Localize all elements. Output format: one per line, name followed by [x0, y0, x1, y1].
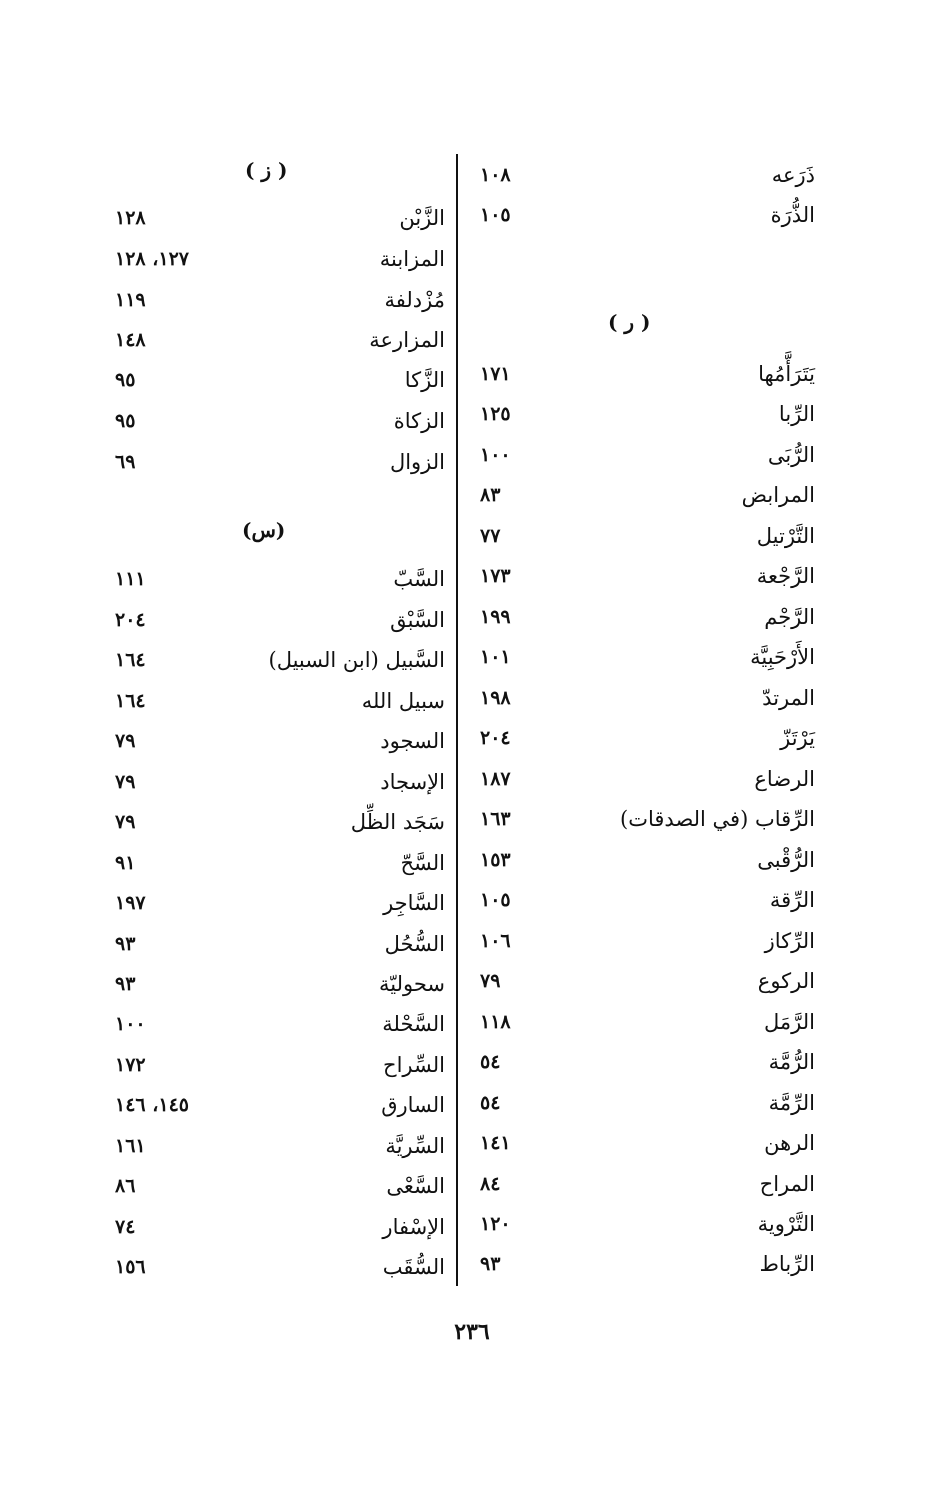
- entry-pages: ٩٣: [115, 973, 136, 995]
- index-entry: [470, 1002, 815, 1042]
- entry-pages: ١١٩: [115, 289, 146, 311]
- entry-term: الرِّكاز: [764, 929, 815, 953]
- entry-term: الزَّكا: [404, 368, 445, 392]
- index-entry: [105, 802, 445, 842]
- entry-pages: ١١١: [115, 568, 146, 590]
- entry-term: السِّريَّة: [385, 1134, 445, 1158]
- entry-pages: ٩٣: [115, 933, 136, 955]
- index-entry: [470, 475, 815, 515]
- entry-pages: ٩٥: [115, 410, 136, 432]
- entry-term: الإسْفار: [382, 1215, 445, 1239]
- entry-pages: ١٩٧: [115, 892, 146, 914]
- index-entry: [105, 401, 445, 441]
- entry-term: السَّبيل (ابن السبيل): [268, 648, 445, 672]
- entry-pages: ١٥٣: [480, 849, 511, 871]
- entry-term: السَّحّ: [400, 851, 445, 875]
- entry-term: المراح: [759, 1172, 815, 1196]
- entry-term: المرابض: [741, 483, 815, 507]
- index-entry: [470, 921, 815, 961]
- entry-term: الإسجاد: [380, 770, 445, 794]
- entry-term: الرِّمَّة: [768, 1091, 815, 1115]
- index-entry: [105, 1247, 445, 1287]
- entry-term: الرُّقْبى: [757, 848, 815, 872]
- index-entry: [105, 681, 445, 721]
- entry-pages: ١٧٣: [480, 565, 511, 587]
- entry-pages: ١٧١: [480, 363, 511, 385]
- entry-pages: ١٢٥: [480, 403, 511, 425]
- entry-term: سبيل الله: [361, 689, 445, 713]
- entry-term: يَرْتَزّ: [780, 726, 815, 750]
- entry-term: سحوليّة: [379, 972, 445, 996]
- entry-pages: ١٦٣: [480, 808, 511, 830]
- entry-pages: ١٠٥: [480, 204, 511, 226]
- index-entry: [470, 435, 815, 475]
- index-entry: [470, 880, 815, 920]
- entry-term: التَّرْوية: [757, 1212, 815, 1236]
- entry-pages: ١٤٨: [115, 329, 146, 351]
- entry-term: الرِّقاب (في الصدقات): [620, 807, 815, 831]
- index-entry: [105, 1166, 445, 1206]
- index-entry: [105, 280, 445, 320]
- index-entry: [470, 1204, 815, 1244]
- index-entry: [470, 637, 815, 677]
- index-entry: [470, 597, 815, 637]
- index-entry: [470, 1164, 815, 1204]
- index-entry: [105, 1126, 445, 1166]
- index-entry: [470, 354, 815, 394]
- section-heading-r: ( ر ): [608, 310, 651, 334]
- entry-term: المزابنة: [379, 247, 445, 271]
- entry-term: ذَرَعه: [771, 163, 815, 187]
- section-heading-s: (س): [242, 518, 286, 542]
- entry-pages: ٨٦: [115, 1175, 136, 1197]
- entry-pages: ١٦١: [115, 1135, 146, 1157]
- entry-term: الرَّمَل: [764, 1010, 815, 1034]
- entry-term: السَّبّ: [393, 567, 445, 591]
- index-entry: [105, 1045, 445, 1085]
- entry-term: السجود: [380, 729, 445, 753]
- entry-pages: ١٠٠: [480, 444, 511, 466]
- index-entry: [470, 759, 815, 799]
- index-entry: [105, 320, 445, 360]
- entry-term: سَجَد الظِّل: [350, 810, 445, 834]
- entry-term: الرُّبَى: [767, 443, 815, 467]
- entry-term: الزوال: [389, 450, 445, 474]
- page-number: ٢٣٦: [454, 1319, 490, 1345]
- index-entry: [105, 1004, 445, 1044]
- index-entry: [470, 1042, 815, 1082]
- entry-term: السَّاجِر: [383, 891, 445, 915]
- entry-pages: ٧٩: [480, 970, 501, 992]
- entry-pages: ٥٤: [480, 1051, 501, 1073]
- index-entry: [105, 360, 445, 400]
- entry-term: السَّبْق: [390, 608, 445, 632]
- entry-pages: ٨٣: [480, 484, 501, 506]
- entry-term: الرِّبا: [778, 402, 815, 426]
- entry-term: الزَّبْن: [399, 206, 445, 230]
- entry-pages: ١٤٥، ١٤٦: [115, 1094, 189, 1116]
- entry-term: الرُّمَّة: [768, 1050, 815, 1074]
- entry-term: السِّراح: [383, 1053, 445, 1077]
- entry-pages: ٢٠٤: [480, 727, 511, 749]
- index-entry: [105, 721, 445, 761]
- index-entry: [470, 961, 815, 1001]
- index-entry: [105, 1085, 445, 1125]
- entry-pages: ١٠٥: [480, 889, 511, 911]
- index-entry: [105, 640, 445, 680]
- index-entry: [470, 155, 815, 195]
- entry-pages: ٢٠٤: [115, 609, 146, 631]
- index-entry: [105, 239, 445, 279]
- entry-term: التَّرْتيل: [756, 524, 815, 548]
- index-entry: [105, 600, 445, 640]
- index-entry: [105, 198, 445, 238]
- index-entry: [105, 883, 445, 923]
- entry-term: مُزْدلفة: [384, 288, 445, 312]
- index-entry: [470, 1244, 815, 1284]
- entry-pages: ٦٩: [115, 451, 136, 473]
- entry-term: الأَرْحَبِيَّة: [750, 645, 815, 669]
- section-heading-z: ( ز ): [245, 158, 288, 182]
- entry-pages: ١٩٩: [480, 606, 511, 628]
- entry-term: الركوع: [757, 969, 815, 993]
- entry-pages: ١٩٨: [480, 687, 511, 709]
- index-entry: [470, 799, 815, 839]
- entry-pages: ١٨٧: [480, 768, 511, 790]
- index-entry: [470, 394, 815, 434]
- column-divider: [456, 154, 458, 1286]
- index-entry: [470, 1083, 815, 1123]
- entry-pages: ١٠٨: [480, 164, 511, 186]
- entry-term: السارق: [381, 1093, 445, 1117]
- index-entry: [105, 442, 445, 482]
- entry-pages: ٧٧: [480, 525, 501, 547]
- entry-pages: ٧٩: [115, 730, 136, 752]
- entry-pages: ١٠٦: [480, 930, 511, 952]
- entry-pages: ٨٤: [480, 1173, 501, 1195]
- entry-pages: ١٧٢: [115, 1054, 146, 1076]
- entry-term: المزارعة: [369, 328, 445, 352]
- entry-pages: ١٦٤: [115, 690, 146, 712]
- entry-pages: ١٦٤: [115, 649, 146, 671]
- entry-pages: ١٠١: [480, 646, 511, 668]
- entry-term: الرَّجْعة: [756, 564, 815, 588]
- entry-pages: ١٥٦: [115, 1256, 146, 1278]
- entry-term: الرِّقة: [769, 888, 815, 912]
- entry-pages: ١١٨: [480, 1011, 511, 1033]
- entry-pages: ١٤١: [480, 1132, 511, 1154]
- entry-term: يَتَرَأَّمُها: [758, 362, 815, 386]
- entry-pages: ٧٩: [115, 811, 136, 833]
- entry-term: الرضاع: [754, 767, 815, 791]
- index-entry: [105, 559, 445, 599]
- index-entry: [105, 1207, 445, 1247]
- index-entry: [470, 556, 815, 596]
- index-entry: [470, 718, 815, 758]
- entry-pages: ١٢٨: [115, 207, 146, 229]
- entry-pages: ١٢٧، ١٢٨: [115, 248, 189, 270]
- entry-term: الرِّباط: [759, 1252, 815, 1276]
- index-entry: [470, 195, 815, 235]
- entry-term: المرتدّ: [762, 686, 815, 710]
- entry-term: السَّعْى: [386, 1174, 445, 1198]
- index-entry: [470, 1123, 815, 1163]
- entry-term: الذُّرَة: [770, 203, 815, 227]
- entry-term: الرهن: [764, 1131, 815, 1155]
- index-entry: [470, 516, 815, 556]
- entry-term: الزكاة: [393, 409, 445, 433]
- entry-pages: ٥٤: [480, 1092, 501, 1114]
- entry-pages: ٧٩: [115, 771, 136, 793]
- index-entry: [105, 924, 445, 964]
- index-entry: [105, 762, 445, 802]
- entry-pages: ٧٤: [115, 1216, 136, 1238]
- index-entry: [105, 843, 445, 883]
- entry-pages: ٩٣: [480, 1253, 501, 1275]
- entry-term: السَّحْلة: [382, 1012, 445, 1036]
- entry-pages: ١٠٠: [115, 1013, 146, 1035]
- entry-pages: ٩١: [115, 852, 136, 874]
- entry-pages: ١٢٠: [480, 1213, 511, 1235]
- entry-term: الرَّجْم: [764, 605, 815, 629]
- entry-term: السُّقَب: [382, 1255, 445, 1279]
- entry-term: السُّحُل: [384, 932, 445, 956]
- index-entry: [470, 678, 815, 718]
- index-entry: [470, 840, 815, 880]
- entry-pages: ٩٥: [115, 369, 136, 391]
- index-entry: [105, 964, 445, 1004]
